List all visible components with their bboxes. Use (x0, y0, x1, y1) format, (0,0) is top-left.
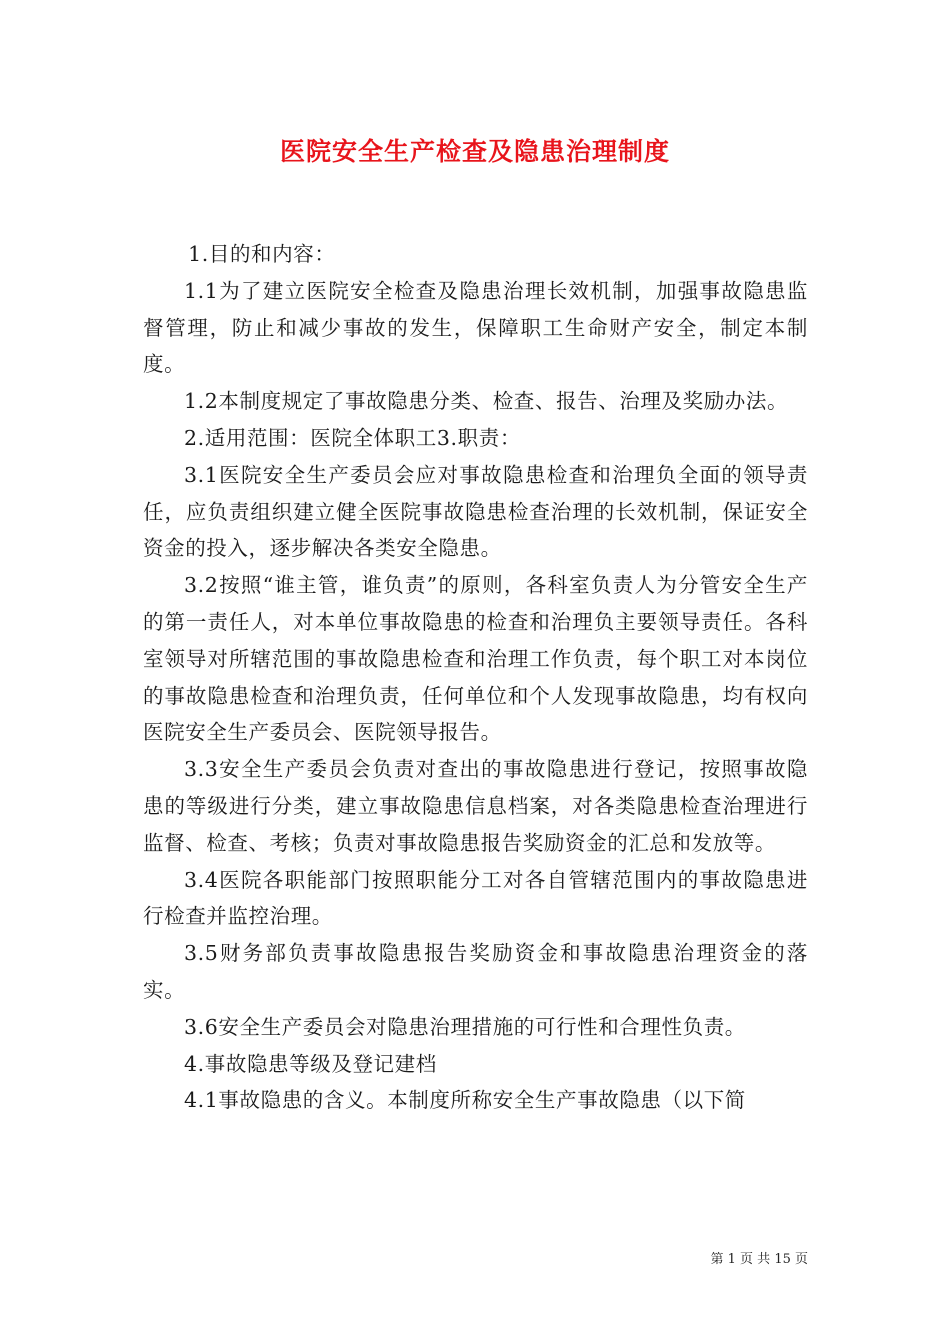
paragraph: 1.1为了建立医院安全检查及隐患治理长效机制，加强事故隐患监督管理，防止和减少事故的发生，保障职工生命财产安全，制定本制度。 (143, 278, 808, 377)
paragraph: 3.5财务部负责事故隐患报告奖励资金和事故隐患治理资金的落实。 (143, 941, 808, 1002)
paragraph: 3.2按照“谁主管，谁负责”的原则，各科室负责人为分管安全生产的第一责任人，对本单位事故隐患的检查和治理负主要领导责任。各科室领导对所辖范围的事故隐患检查和治理工作负责，每个职工对本岗位的事故隐患检查和治理负责，任何单位和个人发现事故隐患，均有权向医院安全生产委员会、医院领导报告。 (143, 573, 808, 745)
paragraph: 1.目的和内容： (188, 242, 336, 266)
paragraph: 4.事故隐患等级及登记建档 (184, 1051, 437, 1076)
document-title: 医院安全生产检查及隐患治理制度 (279, 137, 670, 166)
paragraph: 3.4医院各职能部门按照职能分工对各自管辖范围内的事故隐患进行检查并监控治理。 (143, 867, 808, 929)
paragraph: 2.适用范围：医院全体职工3.职责： (184, 425, 521, 450)
document-body (143, 236, 808, 1119)
page-number: 第 1 页 共 15 页 (710, 1252, 808, 1267)
paragraph: 1.2本制度规定了事故隐患分类、检查、报告、治理及奖励办法。 (184, 389, 789, 414)
paragraph: 3.1医院安全生产委员会应对事故隐患检查和治理负全面的领导责任，应负责组织建立健全医院事故隐患检查治理的长效机制，保证安全资金的投入，逐步解决各类安全隐患。 (143, 462, 808, 561)
paragraph: 3.6安全生产委员会对隐患治理措施的可行性和合理性负责。 (184, 1014, 746, 1039)
paragraph: 3.3安全生产委员会负责对查出的事故隐患进行登记，按照事故隐患的等级进行分类，建立事故隐患信息档案，对各类隐患检查治理进行监督、检查、考核；负责对事故隐患报告奖励资金的汇总和发放等。 (143, 757, 808, 855)
paragraph: 4.1事故隐患的含义。本制度所称安全生产事故隐患（以下简 (184, 1088, 746, 1113)
